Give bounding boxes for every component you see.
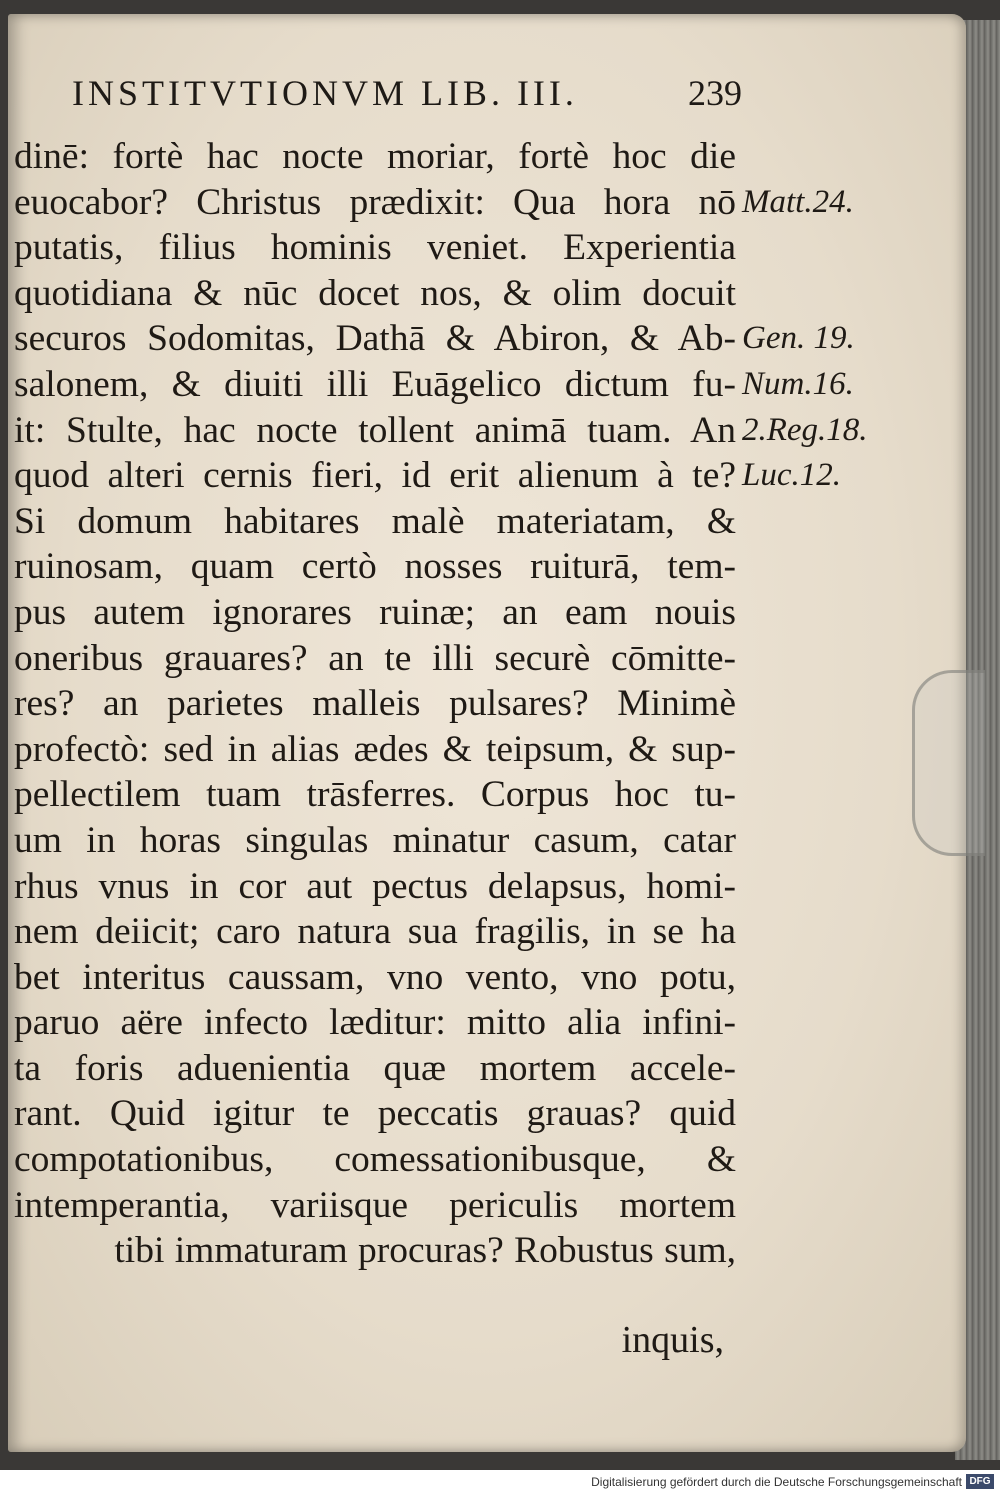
running-head-title: INSTITVTIONVM LIB. III.: [72, 73, 578, 113]
body-text: [14, 134, 736, 1274]
text-line: salonem, & diuiti illi Euāgelico dictum fu-: [14, 363, 736, 405]
text-line: quotidiana & nūc docet nos, & olim docuit: [14, 272, 736, 314]
text-line: dinē: fortè hac nocte moriar, fortè hoc die: [14, 136, 736, 177]
margin-note: Gen. 19.: [742, 320, 855, 357]
text-line: res? an parietes malleis pulsares? Minimè: [14, 683, 736, 725]
text-line: oneribus grauares? an te illi securè cōmitte-: [14, 637, 736, 679]
text-line: euocabor? Christus prædixit: Qua hora nō: [14, 181, 736, 223]
margin-note: Matt.24.: [742, 183, 854, 220]
text-line: pus autem ignorares ruinæ; an eam nouis: [14, 591, 736, 633]
text-line: nem deiicit; caro natura sua fragilis, in se ha: [14, 911, 736, 953]
text-line: it: Stulte, hac nocte tollent animā tuam. An: [14, 409, 736, 451]
text-line: ta foris aduenientia quæ mortem accele-: [14, 1047, 736, 1089]
text-line: rhus vnus in cor aut pectus delapsus, homi-: [14, 865, 736, 907]
text-line: putatis, filius hominis veniet. Experientia: [14, 227, 736, 269]
dfg-logo-icon: DFG: [966, 1474, 994, 1489]
text-line: bet interitus caussam, vno vento, vno potu,: [14, 956, 736, 998]
text-line: um in horas singulas minatur casum, catar: [14, 819, 736, 861]
digitization-footer: [0, 1470, 1000, 1496]
margin-note: Luc.12.: [742, 457, 841, 494]
margin-note: Num.16.: [742, 366, 854, 402]
text-line: profectò: sed in alias ædes & teipsum, & sup-: [14, 728, 736, 770]
text-line: quod alteri cernis fieri, id erit alienum à te?: [14, 455, 736, 497]
text-line: rant. Quid igitur te peccatis grauas? quid: [14, 1093, 736, 1135]
catchword: inquis,: [621, 1319, 724, 1361]
page-number: 239: [688, 73, 742, 113]
text-line: intemperantia, variisque periculis mortem: [14, 1184, 736, 1226]
margin-notes: [742, 0, 942, 1400]
text-line: Si domum habitares malè materiatam, &: [14, 500, 736, 542]
text-line: tibi immaturam procuras? Robustus sum,: [114, 1230, 736, 1272]
funding-credit: Digitalisierung gefördert durch die Deutsche Forschungsgemeinschaft: [591, 1475, 962, 1489]
text-line: compotationibus, comessationibusque, &: [14, 1139, 736, 1181]
text-line: pellectilem tuam trāsferres. Corpus hoc tu-: [14, 774, 736, 816]
text-line: ruinosam, quam certò nosses ruiturā, tem-: [14, 546, 736, 588]
text-line: securos Sodomitas, Dathā & Abiron, & Ab-: [14, 318, 736, 360]
margin-note: 2.Reg.18.: [742, 411, 868, 448]
running-head: [72, 72, 742, 118]
text-line: paruo aëre infecto læditur: mitto alia infini-: [14, 1002, 736, 1044]
